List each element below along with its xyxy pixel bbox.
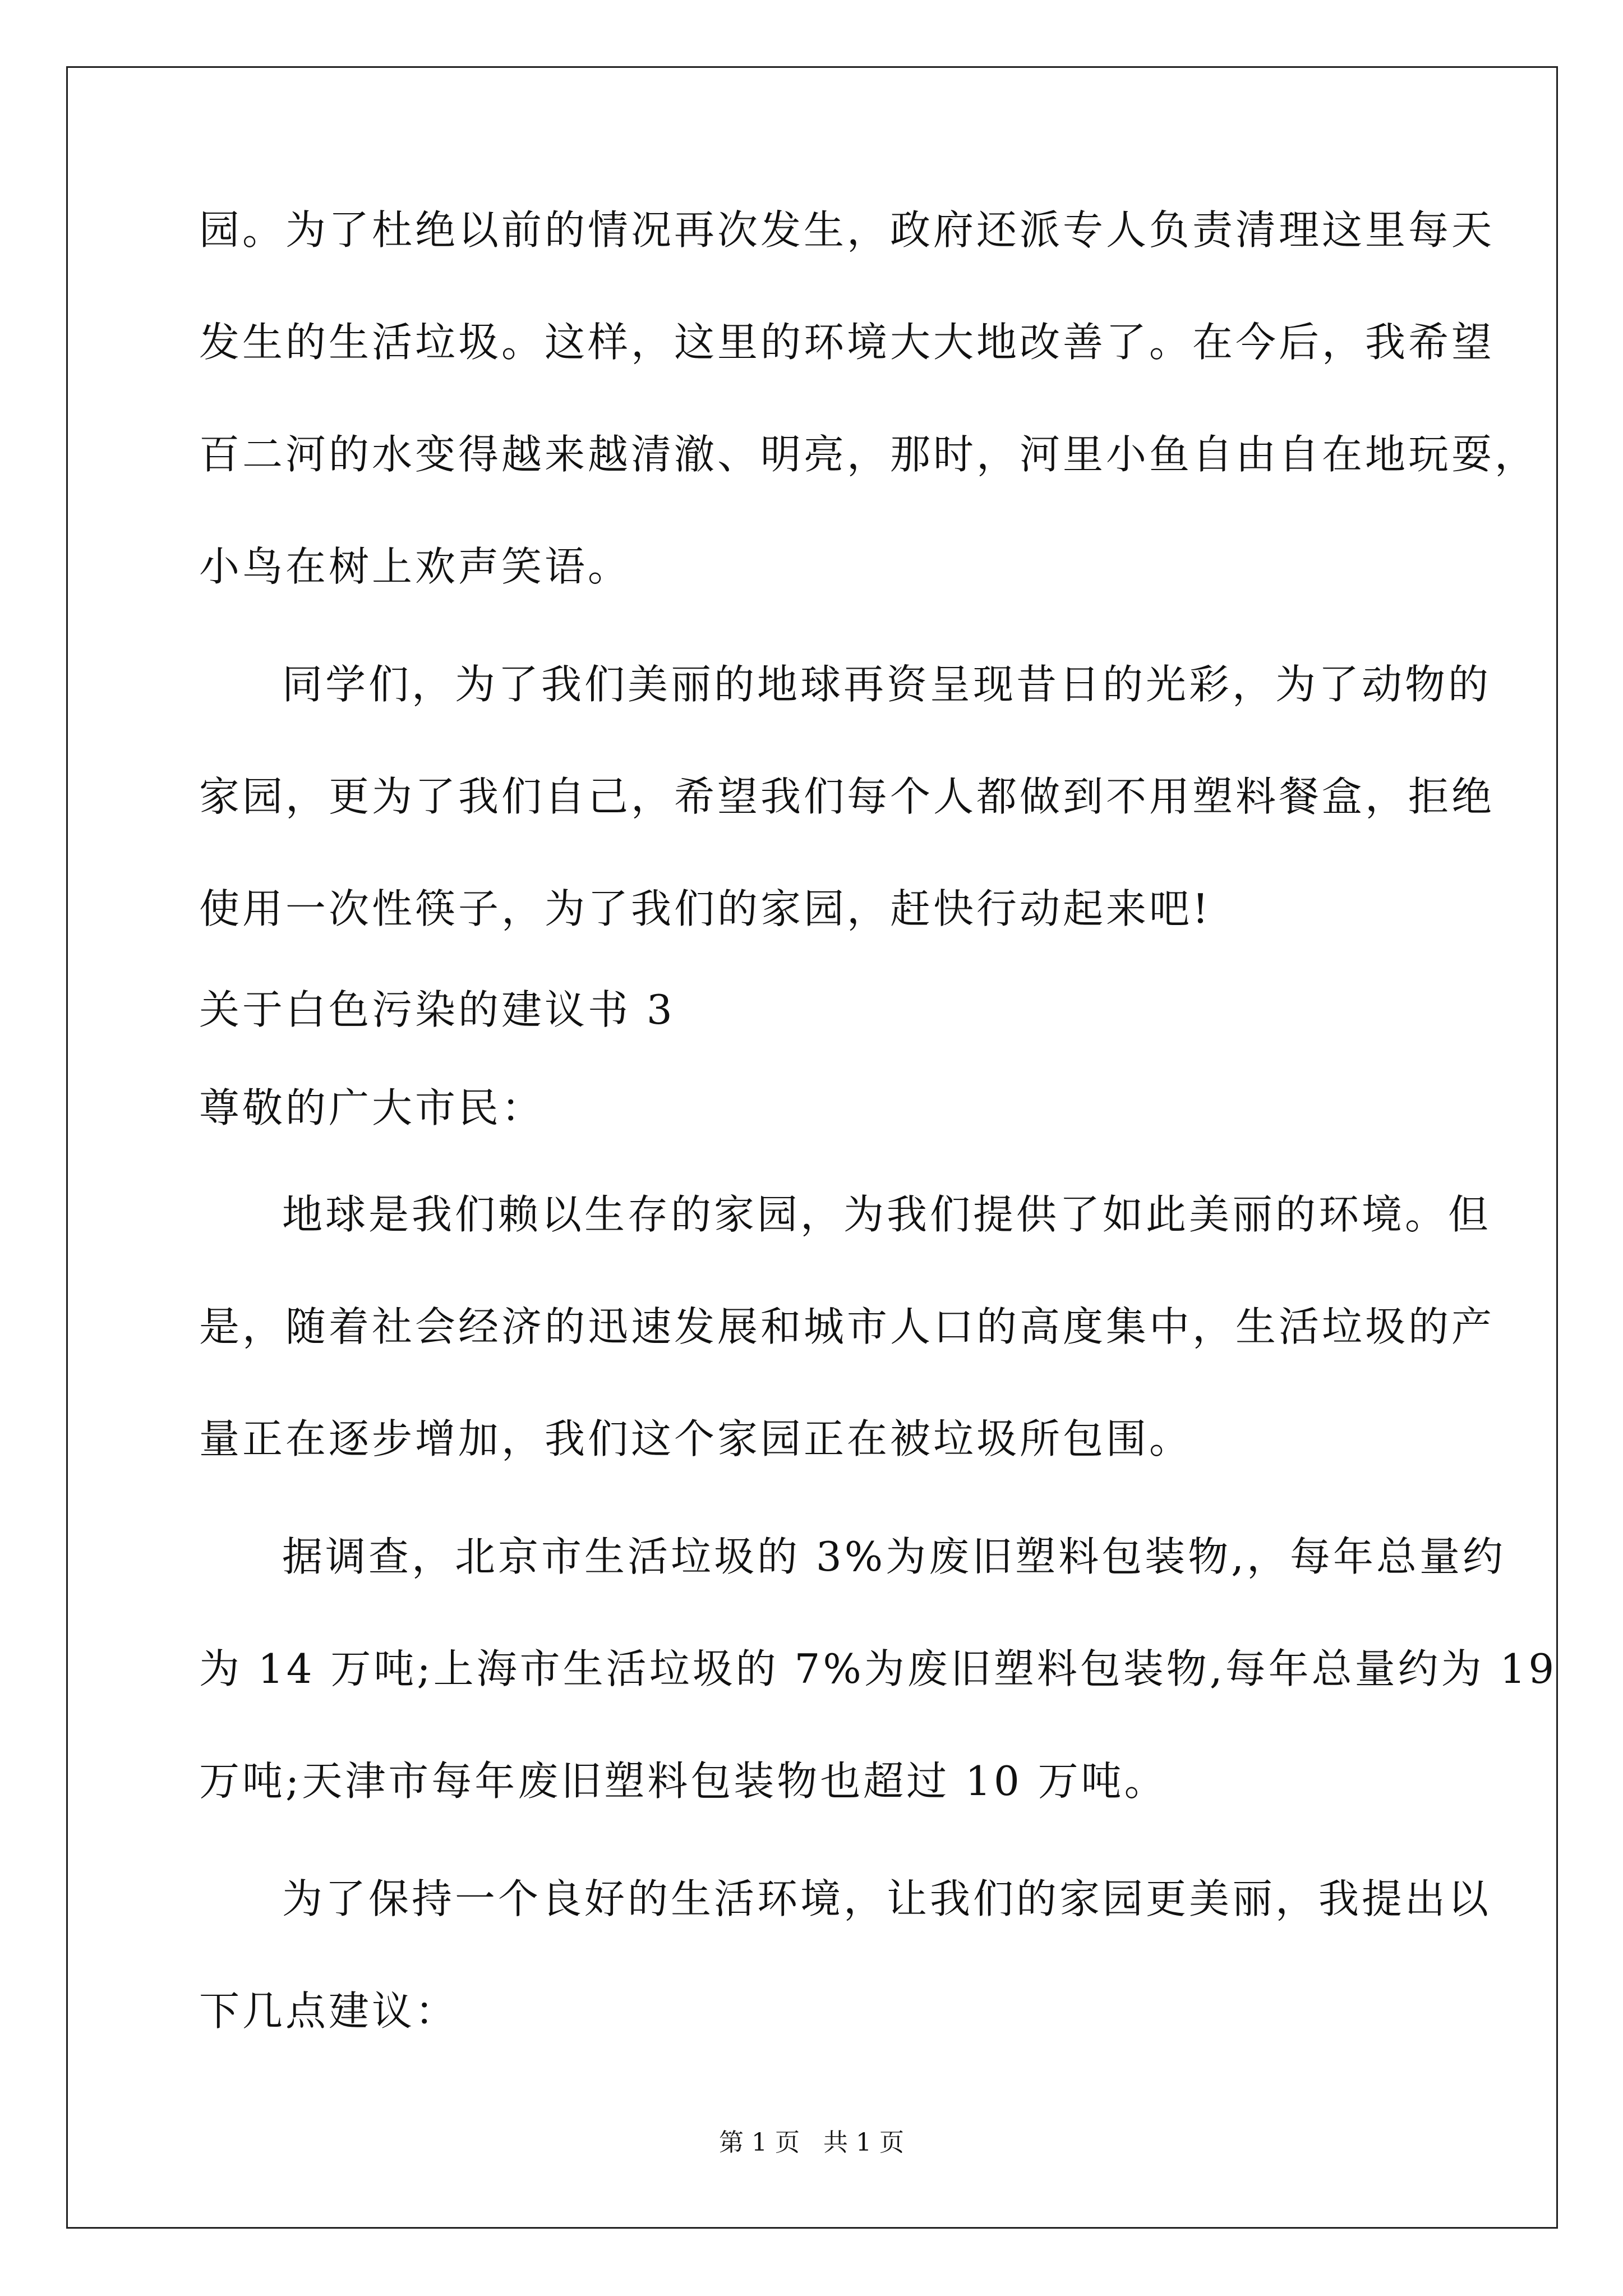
section-title: 关于白色污染的建议书 3 — [199, 986, 675, 1033]
page-footer: 第 1 页 共 1 页 — [719, 2128, 904, 2157]
text-line: 园。为了杜绝以前的情况再次发生，政府还派专人负责清理这里每天 — [199, 206, 1495, 254]
text-line: 小鸟在树上欢声笑语。 — [199, 543, 631, 590]
text-line: 家园，更为了我们自己，希望我们每个人都做到不用塑料餐盒，拒绝 — [199, 773, 1495, 820]
text-line: 为 14 万吨;上海市生活垃圾的 7%为废旧塑料包装物,每年总量约为 19 — [199, 1645, 1557, 1692]
paragraph-first-line: 地球是我们赖以生存的家园，为我们提供了如此美丽的环境。但 — [282, 1191, 1492, 1238]
text-line: 下几点建议： — [199, 1987, 459, 2035]
text-line: 万吨;天津市每年废旧塑料包装物也超过 10 万吨。 — [199, 1757, 1168, 1805]
text-line: 百二河的水变得越来越清澈、明亮，那时，河里小鱼自由自在地玩耍， — [199, 431, 1538, 478]
text-line: 发生的生活垃圾。这样，这里的环境大大地改善了。在今后，我希望 — [199, 319, 1495, 366]
paragraph-first-line: 为了保持一个良好的生活环境，让我们的家园更美丽，我提出以 — [282, 1875, 1492, 1922]
text-line: 量正在逐步增加，我们这个家园正在被垃圾所包围。 — [199, 1415, 1193, 1462]
text-line: 是，随着社会经济的迅速发展和城市人口的高度集中，生活垃圾的产 — [199, 1303, 1495, 1350]
text-line: 使用一次性筷子，为了我们的家园，赶快行动起来吧! — [199, 885, 1211, 932]
paragraph-first-line: 同学们，为了我们美丽的地球再资呈现昔日的光彩，为了动物的 — [282, 661, 1492, 708]
paragraph-first-line: 据调查，北京市生活垃圾的 3%为废旧塑料包装物,，每年总量约 — [282, 1533, 1506, 1580]
salutation: 尊敬的广大市民： — [199, 1084, 545, 1131]
